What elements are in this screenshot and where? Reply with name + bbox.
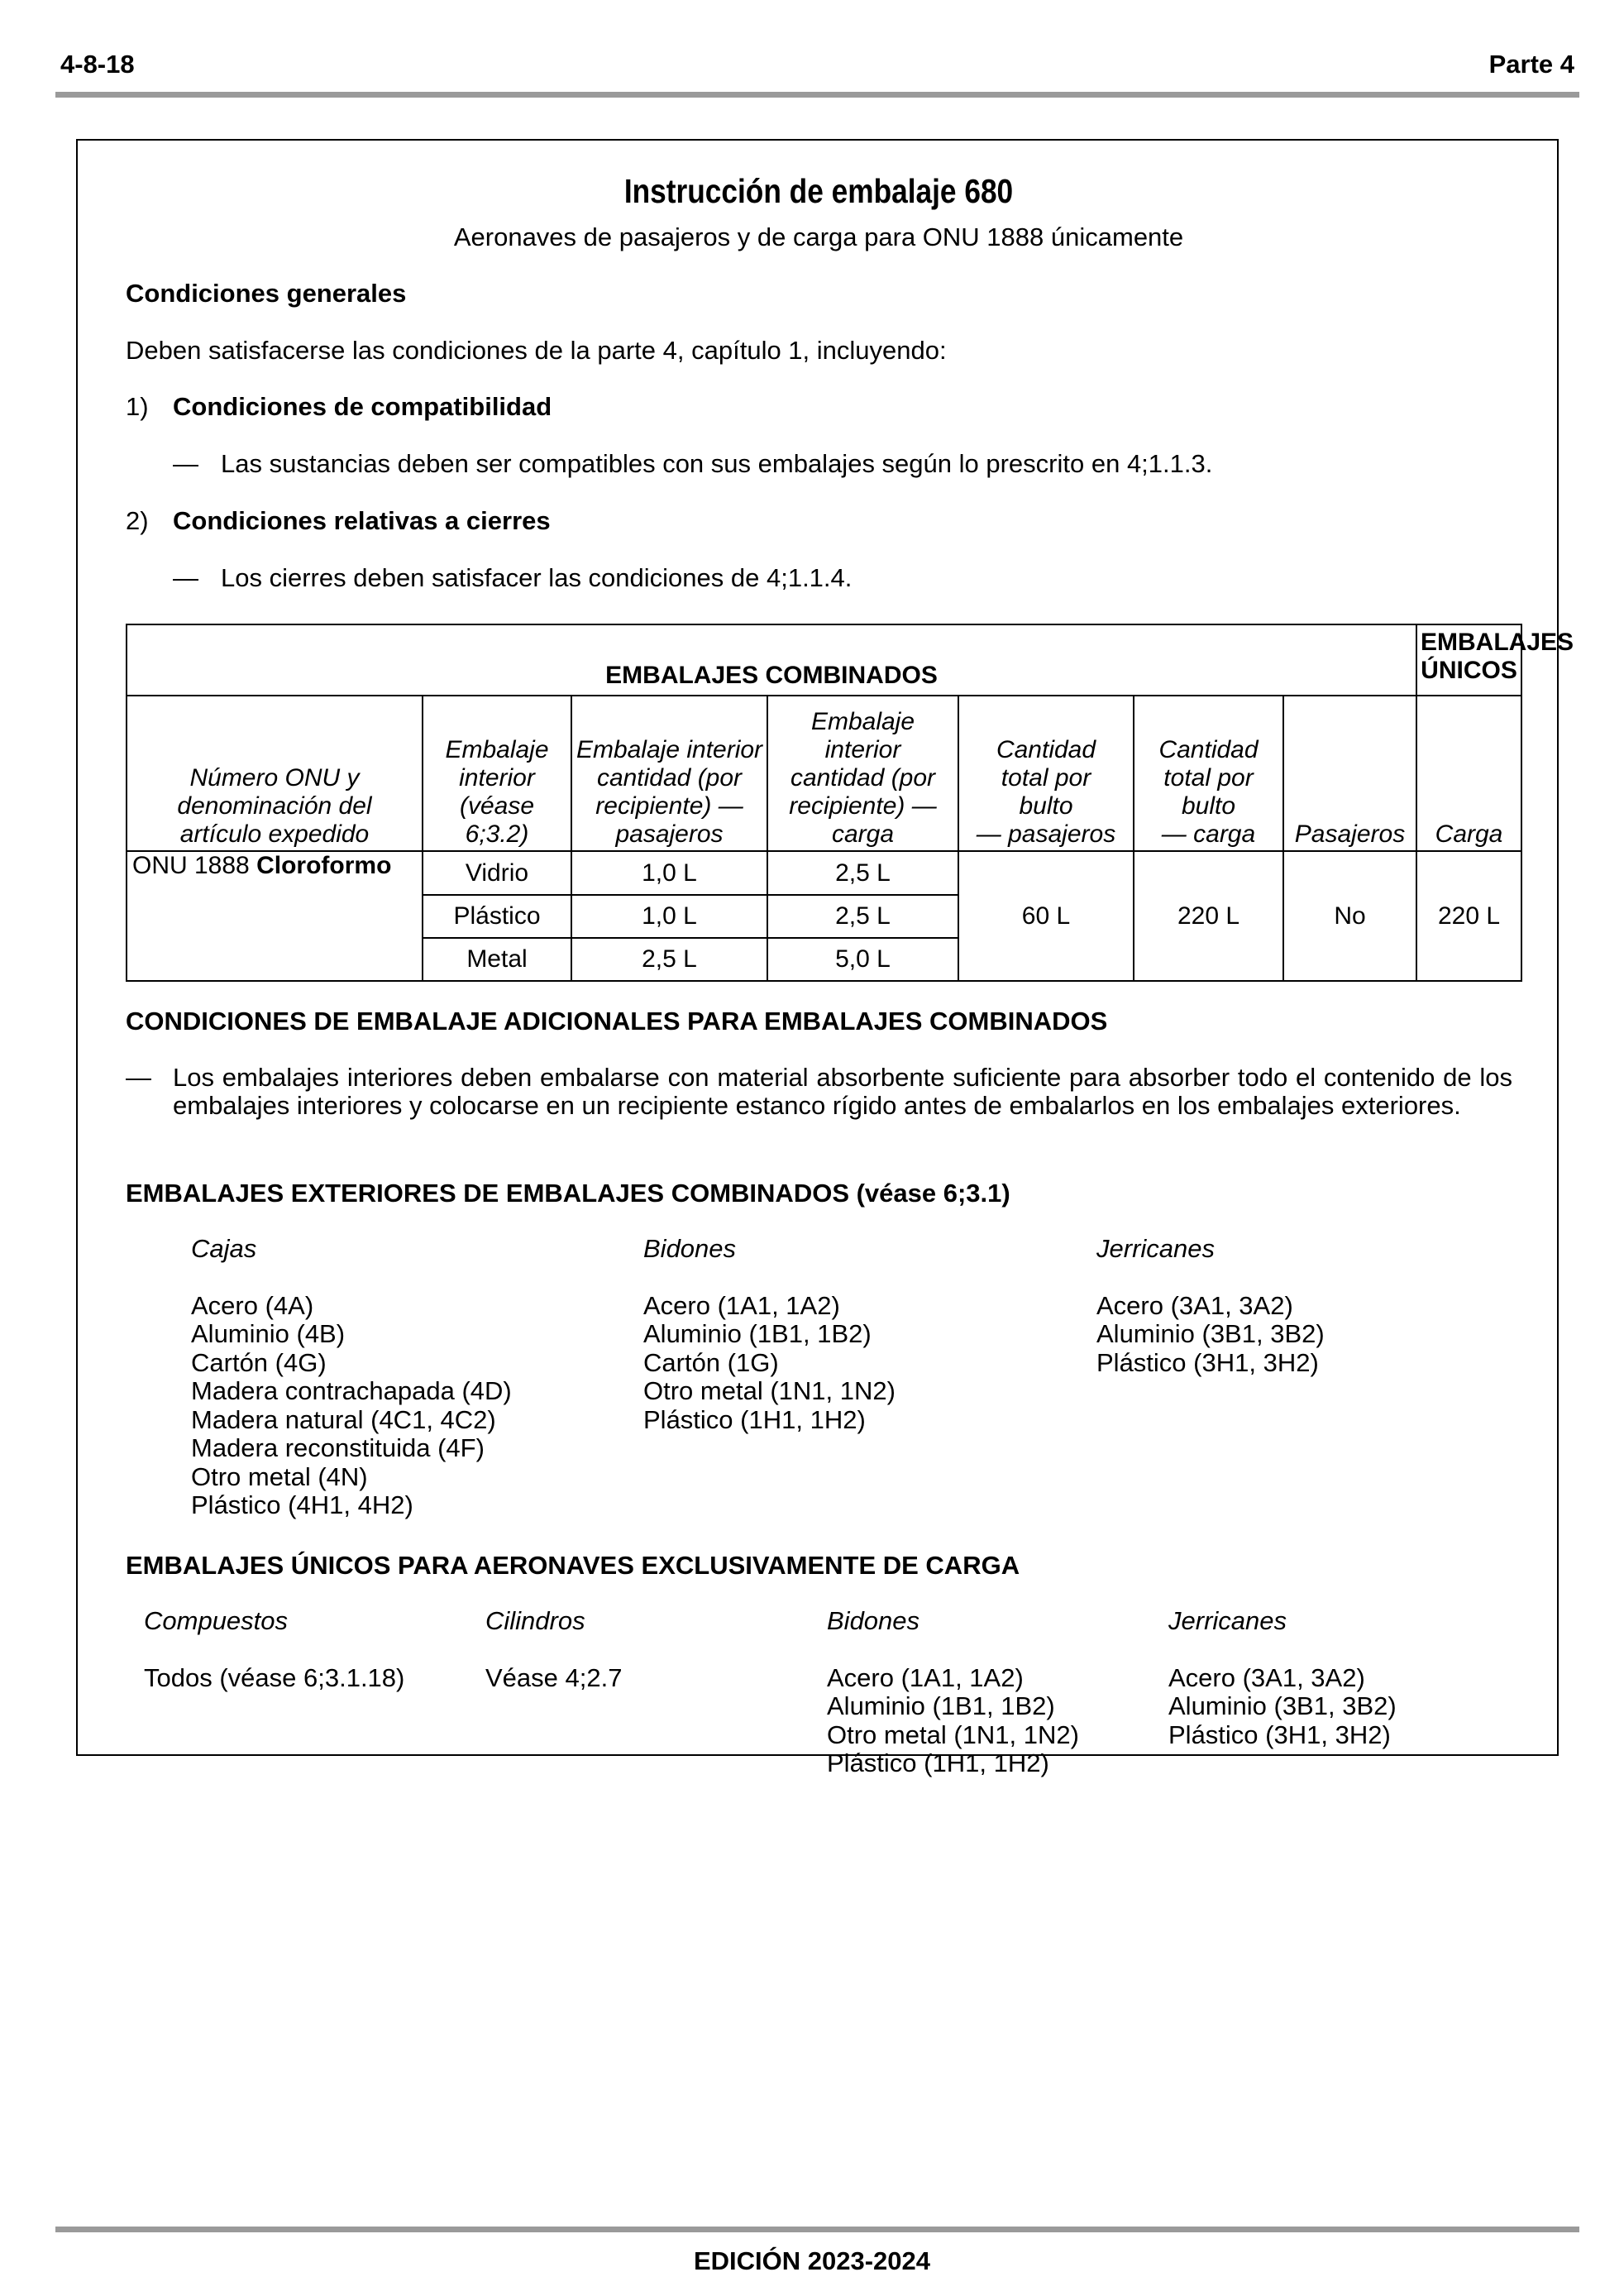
list-item: Aluminio (3B1, 3B2) xyxy=(1168,1691,1397,1720)
list-item: Otro metal (1N1, 1N2) xyxy=(643,1376,896,1405)
single-group-header: EMBALAJES ÚNICOS xyxy=(1416,624,1521,696)
outer-heading: EMBALAJES EXTERIORES DE EMBALAJES COMBINADOS (véase 6;3.1) xyxy=(126,1179,1010,1208)
header-inner: Embalaje interior (véase 6;3.2) xyxy=(423,696,571,851)
column-title: Bidones xyxy=(827,1606,920,1635)
header-qty-pax: Embalaje interior cantidad (por recipiente) — pasajeros xyxy=(571,696,767,851)
qty-cargo: 2,5 L xyxy=(767,895,958,938)
header-single-pax: Pasajeros xyxy=(1283,696,1416,851)
header-qty-cargo: Embalaje interior cantidad (por recipiente) — carga xyxy=(767,696,958,851)
outer-column-boxes xyxy=(191,1235,512,1520)
part-label: Parte 4 xyxy=(1488,50,1574,79)
single-column-cylinders xyxy=(485,1607,622,1692)
item-2-text: Los cierres deben satisfacer las condiciones de 4;1.1.4. xyxy=(221,563,853,592)
additional-text: Los embalajes interiores deben embalarse con material absorbente suficiente para absorber todo el contenido de los embalajes interiores y colocarse en un recipiente estanco rígido antes de embalarlos en los embalajes exteriores. xyxy=(173,1063,1512,1120)
inner-material: Metal xyxy=(423,938,571,981)
list-item: Plástico (1H1, 1H2) xyxy=(643,1404,866,1434)
single-column-jerricans xyxy=(1168,1607,1397,1749)
outer-column-jerricans xyxy=(1096,1235,1325,1377)
item-1-number: 1) xyxy=(126,392,149,421)
inner-material: Vidrio xyxy=(423,851,571,895)
column-title: Compuestos xyxy=(144,1606,289,1635)
page-number: 4-8-18 xyxy=(60,50,135,79)
list-item: Véase 4;2.7 xyxy=(485,1662,623,1692)
item-1-text: Las sustancias deben ser compatibles con sus embalajes según lo prescrito en 4;1.1.3. xyxy=(221,449,1213,478)
un-cell xyxy=(127,851,423,981)
single-column-composites xyxy=(144,1607,404,1692)
item-2-title: Condiciones relativas a cierres xyxy=(173,506,551,535)
page-title: Instrucción de embalaje 680 xyxy=(623,172,1014,210)
list-item: Madera contrachapada (4D) xyxy=(191,1376,512,1405)
list-item: Aluminio (3B1, 3B2) xyxy=(1096,1319,1325,1348)
list-item: Otro metal (1N1, 1N2) xyxy=(827,1720,1079,1749)
qty-pax: 2,5 L xyxy=(571,938,767,981)
single-cargo: 220 L xyxy=(1416,851,1521,981)
edition-footer: EDICIÓN 2023-2024 xyxy=(693,2246,931,2275)
item-1-dash: — xyxy=(173,449,198,478)
single-pax: No xyxy=(1283,851,1416,981)
header-rule xyxy=(55,92,1579,98)
list-item: Acero (1A1, 1A2) xyxy=(643,1290,840,1320)
header-total-cargo: Cantidad total por bulto — carga xyxy=(1134,696,1283,851)
general-heading: Condiciones generales xyxy=(126,279,407,308)
list-item: Todos (véase 6;3.1.18) xyxy=(144,1662,405,1692)
list-item: Otro metal (4N) xyxy=(191,1461,368,1491)
list-item: Acero (4A) xyxy=(191,1290,314,1320)
header-total-pax: Cantidad total por bulto — pasajeros xyxy=(958,696,1134,851)
item-2-number: 2) xyxy=(126,506,149,535)
additional-heading: CONDICIONES DE EMBALAJE ADICIONALES PARA EMBALAJES COMBINADOS xyxy=(126,1007,1108,1036)
qty-pax: 1,0 L xyxy=(571,851,767,895)
column-title: Cajas xyxy=(191,1234,257,1263)
combined-group-header: EMBALAJES COMBINADOS xyxy=(127,624,1416,696)
total-cargo: 220 L xyxy=(1134,851,1283,981)
list-item: Acero (1A1, 1A2) xyxy=(827,1662,1024,1692)
column-title: Jerricanes xyxy=(1096,1234,1215,1263)
list-item: Plástico (3H1, 3H2) xyxy=(1096,1347,1319,1377)
un-number: ONU 1888 xyxy=(132,852,250,879)
column-title: Jerricanes xyxy=(1168,1606,1287,1635)
total-pax: 60 L xyxy=(958,851,1134,981)
single-column-drums xyxy=(827,1607,1079,1778)
general-intro: Deben satisfacerse las condiciones de la parte 4, capítulo 1, incluyendo: xyxy=(126,336,947,365)
list-item: Aluminio (1B1, 1B2) xyxy=(643,1319,872,1348)
list-item: Acero (3A1, 3A2) xyxy=(1096,1290,1293,1320)
column-title: Bidones xyxy=(643,1234,737,1263)
packaging-table xyxy=(126,624,1574,982)
list-item: Aluminio (1B1, 1B2) xyxy=(827,1691,1055,1720)
list-item: Madera reconstituida (4F) xyxy=(191,1433,485,1462)
footer-rule xyxy=(55,2227,1579,2232)
inner-material: Plástico xyxy=(423,895,571,938)
header-un-name: Número ONU y denominación del artículo expedido xyxy=(127,696,423,851)
outer-column-drums xyxy=(643,1235,896,1434)
list-item: Plástico (3H1, 3H2) xyxy=(1168,1720,1391,1749)
packing-instruction-box xyxy=(76,139,1574,1777)
list-item: Aluminio (4B) xyxy=(191,1319,346,1348)
list-item: Acero (3A1, 3A2) xyxy=(1168,1662,1365,1692)
column-title: Cilindros xyxy=(485,1606,585,1635)
single-heading: EMBALAJES ÚNICOS PARA AERONAVES EXCLUSIVAMENTE DE CARGA xyxy=(126,1551,1020,1580)
qty-cargo: 5,0 L xyxy=(767,938,958,981)
list-item: Madera natural (4C1, 4C2) xyxy=(191,1404,496,1434)
list-item: Plástico (4H1, 4H2) xyxy=(191,1490,413,1519)
list-item: Plástico (1H1, 1H2) xyxy=(827,1748,1049,1777)
table-row xyxy=(127,851,1521,895)
item-2-dash: — xyxy=(173,563,198,592)
additional-dash: — xyxy=(126,1063,151,1092)
list-item: Cartón (4G) xyxy=(191,1347,327,1377)
qty-pax: 1,0 L xyxy=(571,895,767,938)
header-single-cargo: Carga xyxy=(1416,696,1521,851)
list-item: Cartón (1G) xyxy=(643,1347,779,1377)
qty-cargo: 2,5 L xyxy=(767,851,958,895)
item-1-title: Condiciones de compatibilidad xyxy=(173,392,552,421)
un-substance-name: Cloroformo xyxy=(256,852,392,879)
page-subtitle: Aeronaves de pasajeros y de carga para ONU 1888 únicamente xyxy=(453,222,1184,251)
